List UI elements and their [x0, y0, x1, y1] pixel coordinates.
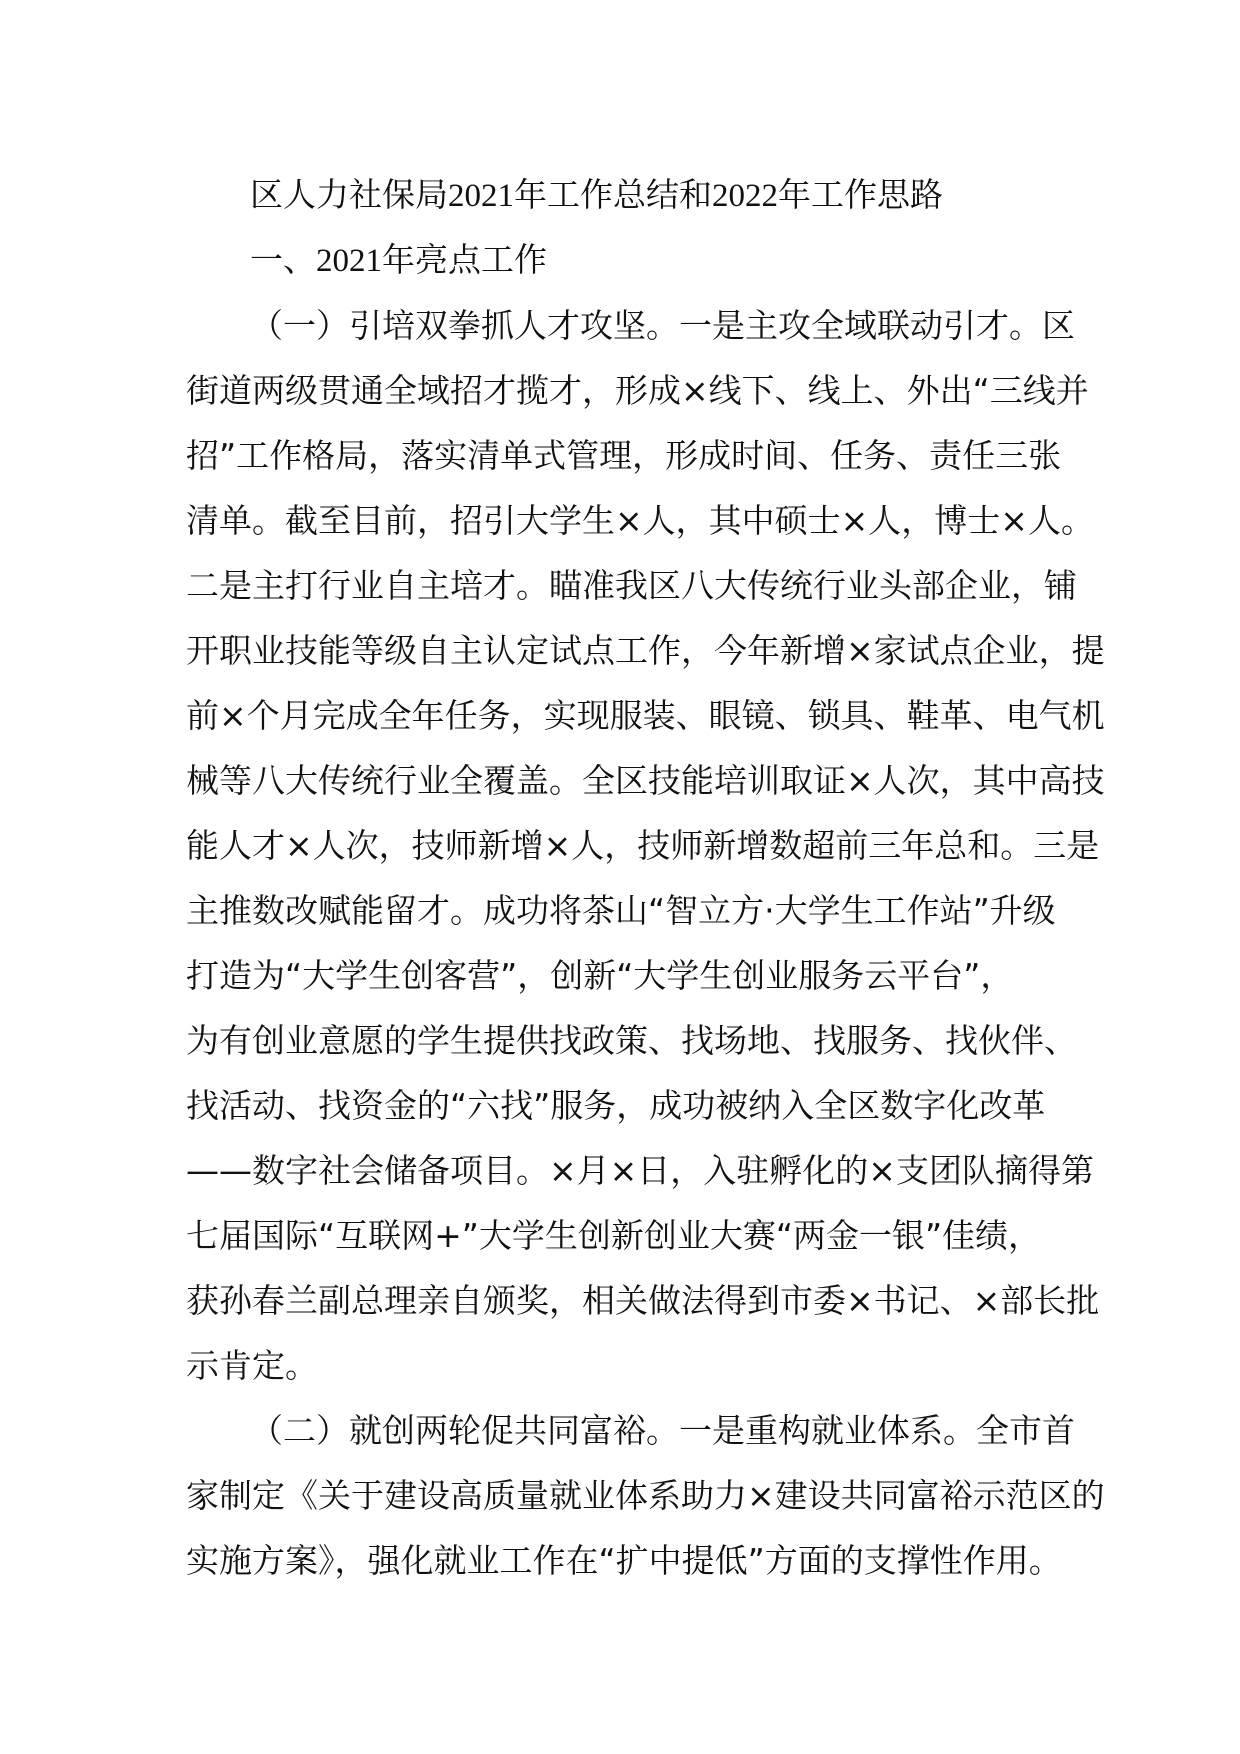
section-heading: 一、2021年亮点工作 [250, 243, 547, 279]
paragraph-line: （二）就创两轮促共同富裕。一是重构就业体系。全市首 [250, 1411, 1075, 1450]
paragraph-line: 械等八大传统行业全覆盖。全区技能培训取证×人次，其中高技 [186, 761, 1105, 800]
paragraph-line: 主推数改赋能留才。成功将茶山“智立方·大学生工作站”升级 [186, 891, 1056, 930]
paragraph-line: 二是主打行业自主培才。瞄准我区八大传统行业头部企业，铺 [186, 566, 1077, 605]
paragraph-line: 实施方案》，强化就业工作在“扩中提低”方面的支撑性作用。 [186, 1541, 1062, 1580]
paragraph-line: 示肯定。 [186, 1346, 318, 1385]
paragraph-line: 打造为“大学生创客营”，创新“大学生创业服务云平台”， [186, 956, 1014, 995]
paragraph-line: 七届国际“互联网+”大学生创新创业大赛“两金一银”佳绩， [186, 1216, 1042, 1255]
paragraph-line: 能人才×人次，技师新增×人，技师新增数超前三年总和。三是 [186, 826, 1100, 865]
paragraph-line: 街道两级贯通全域招才揽才，形成×线下、线上、外出“三线并 [186, 371, 1089, 410]
paragraph-line: 找活动、找资金的“六找”服务，成功被纳入全区数字化改革 [186, 1086, 1046, 1125]
paragraph-line: 清单。截至目前，招引大学生×人，其中硕士×人，博士×人。 [186, 501, 1094, 540]
paragraph-line: 家制定《关于建设高质量就业体系助力×建设共同富裕示范区的 [186, 1476, 1105, 1515]
paragraph-line: 为有创业意愿的学生提供找政策、找场地、找服务、找伙伴、 [186, 1021, 1077, 1060]
paragraph-line: 开职业技能等级自主认定试点工作，今年新增×家试点企业，提 [186, 631, 1105, 670]
paragraph-line: （一）引培双拳抓人才攻坚。一是主攻全域联动引才。区 [250, 306, 1075, 345]
paragraph-line: 获孙春兰副总理亲自颁奖，相关做法得到市委×书记、×部长批 [186, 1281, 1100, 1320]
paragraph-line: 招”工作格局，落实清单式管理，形成时间、任务、责任三张 [186, 436, 1062, 475]
paragraph-line: ——数字社会储备项目。×月×日，入驻孵化的×支团队摘得第 [186, 1151, 1094, 1190]
paragraph-line: 前×个月完成全年任务，实现服装、眼镜、锁具、鞋革、电气机 [186, 696, 1105, 735]
document-title: 区人力社保局2021年工作总结和2022年工作思路 [250, 178, 943, 214]
